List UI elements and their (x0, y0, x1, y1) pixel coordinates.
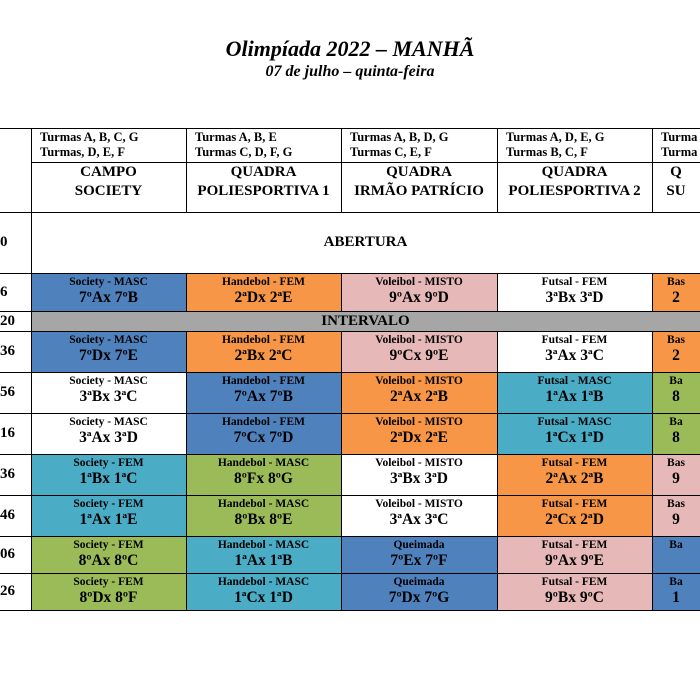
match-sport: Futsal - FEM (541, 334, 608, 346)
turmas-line-1: Turmas A, B, C, G (40, 130, 139, 144)
match-teams: 2ªDx 2ªE (234, 289, 293, 306)
match-sport: Ba (669, 576, 683, 588)
grid-line (341, 273, 342, 311)
grid-line (186, 372, 187, 413)
column-venue (497, 162, 652, 212)
column-turmas (186, 128, 341, 162)
column-turmas (497, 128, 652, 162)
match-sport: Bas (667, 276, 685, 288)
grid-line (652, 128, 653, 212)
turmas-line-1: Turma (661, 130, 698, 144)
grid-line (186, 128, 187, 212)
match-teams: 7ºEx 7ºF (390, 552, 448, 569)
venue-line-1: Q (670, 164, 682, 180)
turmas-line-2: Turmas B, C, F (506, 145, 588, 159)
match-cell (497, 331, 652, 372)
match-teams: 8 (672, 429, 680, 446)
match-teams: 7ºAx 7ºB (79, 289, 138, 306)
match-teams: 1ªCx 1ªD (545, 429, 604, 446)
grid-line (31, 162, 700, 163)
match-sport: Handebol - FEM (221, 416, 306, 428)
grid-line (652, 273, 653, 311)
grid-line (652, 331, 653, 372)
match-sport: Handebol - FEM (221, 375, 306, 387)
match-cell (652, 331, 700, 372)
match-teams: 1ªCx 1ªD (234, 589, 293, 606)
match-teams: 2 (672, 289, 680, 306)
match-cell (31, 413, 186, 454)
match-teams: 2ªDx 2ªE (390, 429, 448, 446)
grid-line (186, 331, 187, 372)
match-teams: 8ºDx 8ºF (79, 589, 138, 606)
grid-line (186, 273, 187, 311)
match-sport: Voleibol - MISTO (375, 416, 463, 428)
match-cell (31, 273, 186, 311)
match-sport: Ba (669, 375, 683, 387)
break-label: INTERVALO (321, 313, 410, 329)
turmas-line-1: Turmas A, D, E, G (506, 130, 605, 144)
match-teams: 9ºAx 9ºD (389, 289, 449, 306)
grid-line (341, 413, 342, 454)
column-turmas (652, 128, 700, 162)
match-cell (31, 454, 186, 495)
time-cell: 36 (0, 466, 15, 482)
column-venue (652, 162, 700, 212)
match-cell (186, 454, 341, 495)
turmas-line-2: Turmas C, E, F (350, 145, 432, 159)
match-teams: 8 (672, 388, 680, 405)
match-cell (497, 573, 652, 610)
match-cell (31, 536, 186, 573)
grid-line (186, 413, 187, 454)
match-teams: 1ªAx 1ªE (79, 511, 138, 528)
grid-line (341, 495, 342, 536)
match-teams: 1ªAx 1ªB (545, 388, 604, 405)
grid-line (0, 610, 700, 611)
turmas-line-2: Turmas, D, E, F (40, 145, 125, 159)
time-cell: 26 (0, 583, 15, 599)
grid-line (0, 454, 700, 455)
grid-line (341, 454, 342, 495)
grid-line (186, 495, 187, 536)
match-cell (652, 573, 700, 610)
grid-line (31, 128, 32, 610)
match-cell (31, 495, 186, 536)
match-cell (497, 372, 652, 413)
time-cell: 06 (0, 546, 15, 562)
grid-line (341, 372, 342, 413)
match-sport: Ba (669, 539, 683, 551)
venue-line-1: QUADRA (541, 164, 608, 180)
break-row (31, 311, 700, 331)
match-teams: 8ºFx 8ºG (234, 470, 293, 487)
match-cell (341, 454, 497, 495)
grid-line (186, 454, 187, 495)
match-sport: Futsal - MASC (537, 375, 612, 387)
match-sport: Handebol - MASC (217, 457, 310, 469)
grid-line (497, 273, 498, 311)
grid-line (341, 536, 342, 573)
match-sport: Society - FEM (73, 457, 144, 469)
match-cell (652, 413, 700, 454)
venue-line-2: POLIESPORTIVA 1 (197, 183, 330, 199)
match-cell (341, 331, 497, 372)
match-cell (186, 331, 341, 372)
match-teams: 9 (672, 470, 680, 487)
grid-line (0, 536, 700, 537)
venue-line-2: IRMÃO PATRÍCIO (354, 183, 484, 199)
turmas-line-1: Turmas A, B, E (195, 130, 277, 144)
match-cell (31, 331, 186, 372)
match-sport: Society - MASC (69, 416, 148, 428)
match-sport: Voleibol - MISTO (375, 498, 463, 510)
time-cell: 16 (0, 425, 15, 441)
match-teams: 7ºDx 7ºG (388, 589, 450, 606)
match-sport: Handebol - MASC (217, 576, 310, 588)
match-sport: Queimada (393, 576, 445, 588)
match-teams: 8ºBx 8ºE (234, 511, 293, 528)
match-teams: 1ªBx 1ªC (79, 470, 138, 487)
grid-line (497, 495, 498, 536)
time-cell: 46 (0, 507, 15, 523)
grid-line (341, 331, 342, 372)
match-teams: 2ªCx 2ªD (545, 511, 604, 528)
grid-line (652, 573, 653, 610)
match-cell (341, 413, 497, 454)
match-sport: Bas (667, 457, 685, 469)
time-cell: 20 (0, 313, 15, 329)
match-cell (497, 495, 652, 536)
match-teams: 1ªAx 1ªB (234, 552, 293, 569)
match-teams: 9ºBx 9ºC (545, 589, 604, 606)
grid-line (497, 454, 498, 495)
match-teams: 9 (672, 511, 680, 528)
match-cell (186, 495, 341, 536)
time-cell: 36 (0, 343, 15, 359)
grid-line (497, 128, 498, 212)
match-teams: 7ºAx 7ºB (234, 388, 293, 405)
match-sport: Society - MASC (69, 276, 148, 288)
match-cell (652, 372, 700, 413)
match-sport: Queimada (393, 539, 445, 551)
match-cell (341, 536, 497, 573)
grid-line (341, 128, 342, 212)
match-teams: 3ªBx 3ªC (79, 388, 138, 405)
match-sport: Bas (667, 498, 685, 510)
match-teams: 2ªAx 2ªB (545, 470, 604, 487)
column-venue (31, 162, 186, 212)
time-cell: 6 (0, 284, 8, 300)
match-cell (497, 413, 652, 454)
column-turmas (341, 128, 497, 162)
match-teams: 2ªAx 2ªB (390, 388, 448, 405)
match-cell (341, 273, 497, 311)
match-sport: Futsal - MASC (537, 416, 612, 428)
match-teams: 3ªBx 3ªD (545, 289, 604, 306)
match-teams: 2ªBx 2ªC (234, 347, 293, 364)
grid-line (497, 573, 498, 610)
match-sport: Voleibol - MISTO (375, 334, 463, 346)
grid-line (652, 413, 653, 454)
turmas-line-2: Turma (661, 145, 698, 159)
grid-line (0, 495, 700, 496)
grid-line (0, 331, 700, 332)
match-cell (31, 372, 186, 413)
time-cell: 56 (0, 384, 15, 400)
venue-line-2: SU (666, 183, 686, 199)
match-cell (341, 372, 497, 413)
match-cell (652, 454, 700, 495)
match-cell (341, 573, 497, 610)
match-teams: 9ºAx 9ºE (545, 552, 604, 569)
match-cell (31, 573, 186, 610)
venue-line-2: POLIESPORTIVA 2 (508, 183, 641, 199)
match-sport: Society - FEM (73, 498, 144, 510)
match-sport: Handebol - FEM (221, 276, 306, 288)
venue-line-1: QUADRA (386, 164, 452, 180)
match-teams: 3ªBx 3ªD (390, 470, 448, 487)
grid-line (0, 311, 700, 312)
match-sport: Society - MASC (69, 375, 148, 387)
match-cell (497, 273, 652, 311)
match-cell (186, 573, 341, 610)
match-cell (186, 372, 341, 413)
match-teams: 8ºAx 8ºC (78, 552, 139, 569)
match-cell (497, 454, 652, 495)
grid-line (0, 413, 700, 414)
venue-line-1: QUADRA (230, 164, 297, 180)
match-sport: Futsal - FEM (541, 457, 608, 469)
turmas-line-2: Turmas C, D, F, G (195, 145, 293, 159)
match-cell (652, 273, 700, 311)
venue-line-2: SOCIETY (74, 183, 143, 199)
match-teams: 2 (672, 347, 680, 364)
match-sport: Voleibol - MISTO (375, 457, 463, 469)
grid-line (652, 536, 653, 573)
match-sport: Voleibol - MISTO (375, 276, 463, 288)
grid-line (497, 331, 498, 372)
match-teams: 9ºCx 9ºE (389, 347, 449, 364)
match-sport: Ba (669, 416, 683, 428)
match-teams: 1 (672, 589, 680, 606)
grid-line (341, 573, 342, 610)
opening-row (31, 212, 700, 273)
page-title: Olimpíada 2022 – MANHÃ (225, 36, 475, 61)
match-cell (652, 495, 700, 536)
match-cell (186, 413, 341, 454)
grid-line (652, 372, 653, 413)
grid-line (497, 413, 498, 454)
grid-line (0, 212, 700, 213)
match-sport: Bas (667, 334, 685, 346)
match-teams: 3ªAx 3ªC (545, 347, 604, 364)
match-sport: Futsal - FEM (541, 276, 608, 288)
grid-line (652, 454, 653, 495)
time-cell: 0 (0, 234, 8, 250)
match-sport: Futsal - FEM (541, 498, 608, 510)
turmas-line-1: Turmas A, B, D, G (350, 130, 449, 144)
match-sport: Futsal - FEM (541, 576, 608, 588)
column-turmas (31, 128, 186, 162)
match-teams: 3ªAx 3ªC (389, 511, 449, 528)
grid-line (497, 372, 498, 413)
column-venue (186, 162, 341, 212)
match-cell (341, 495, 497, 536)
match-sport: Futsal - FEM (541, 539, 608, 551)
opening-label: ABERTURA (323, 234, 408, 250)
match-sport: Society - MASC (69, 334, 148, 346)
venue-line-1: CAMPO (80, 164, 137, 180)
match-sport: Voleibol - MISTO (375, 375, 463, 387)
column-venue (341, 162, 497, 212)
match-sport: Handebol - MASC (217, 498, 310, 510)
grid-line (186, 536, 187, 573)
match-cell (186, 536, 341, 573)
match-teams: 7ºCx 7ºD (233, 429, 294, 446)
match-cell (186, 273, 341, 311)
grid-line (0, 372, 700, 373)
match-teams: 3ªAx 3ªD (79, 429, 138, 446)
grid-line (497, 536, 498, 573)
match-teams: 7ºDx 7ºE (79, 347, 138, 364)
grid-line (0, 273, 700, 274)
match-sport: Society - FEM (73, 576, 144, 588)
match-cell (497, 536, 652, 573)
grid-line (186, 573, 187, 610)
grid-line (0, 128, 700, 129)
grid-line (0, 573, 700, 574)
grid-line (652, 495, 653, 536)
match-sport: Handebol - FEM (221, 334, 306, 346)
match-cell (652, 536, 700, 573)
page-subtitle: 07 de julho – quinta-feira (265, 63, 435, 80)
match-sport: Society - FEM (73, 539, 144, 551)
match-sport: Handebol - MASC (217, 539, 310, 551)
